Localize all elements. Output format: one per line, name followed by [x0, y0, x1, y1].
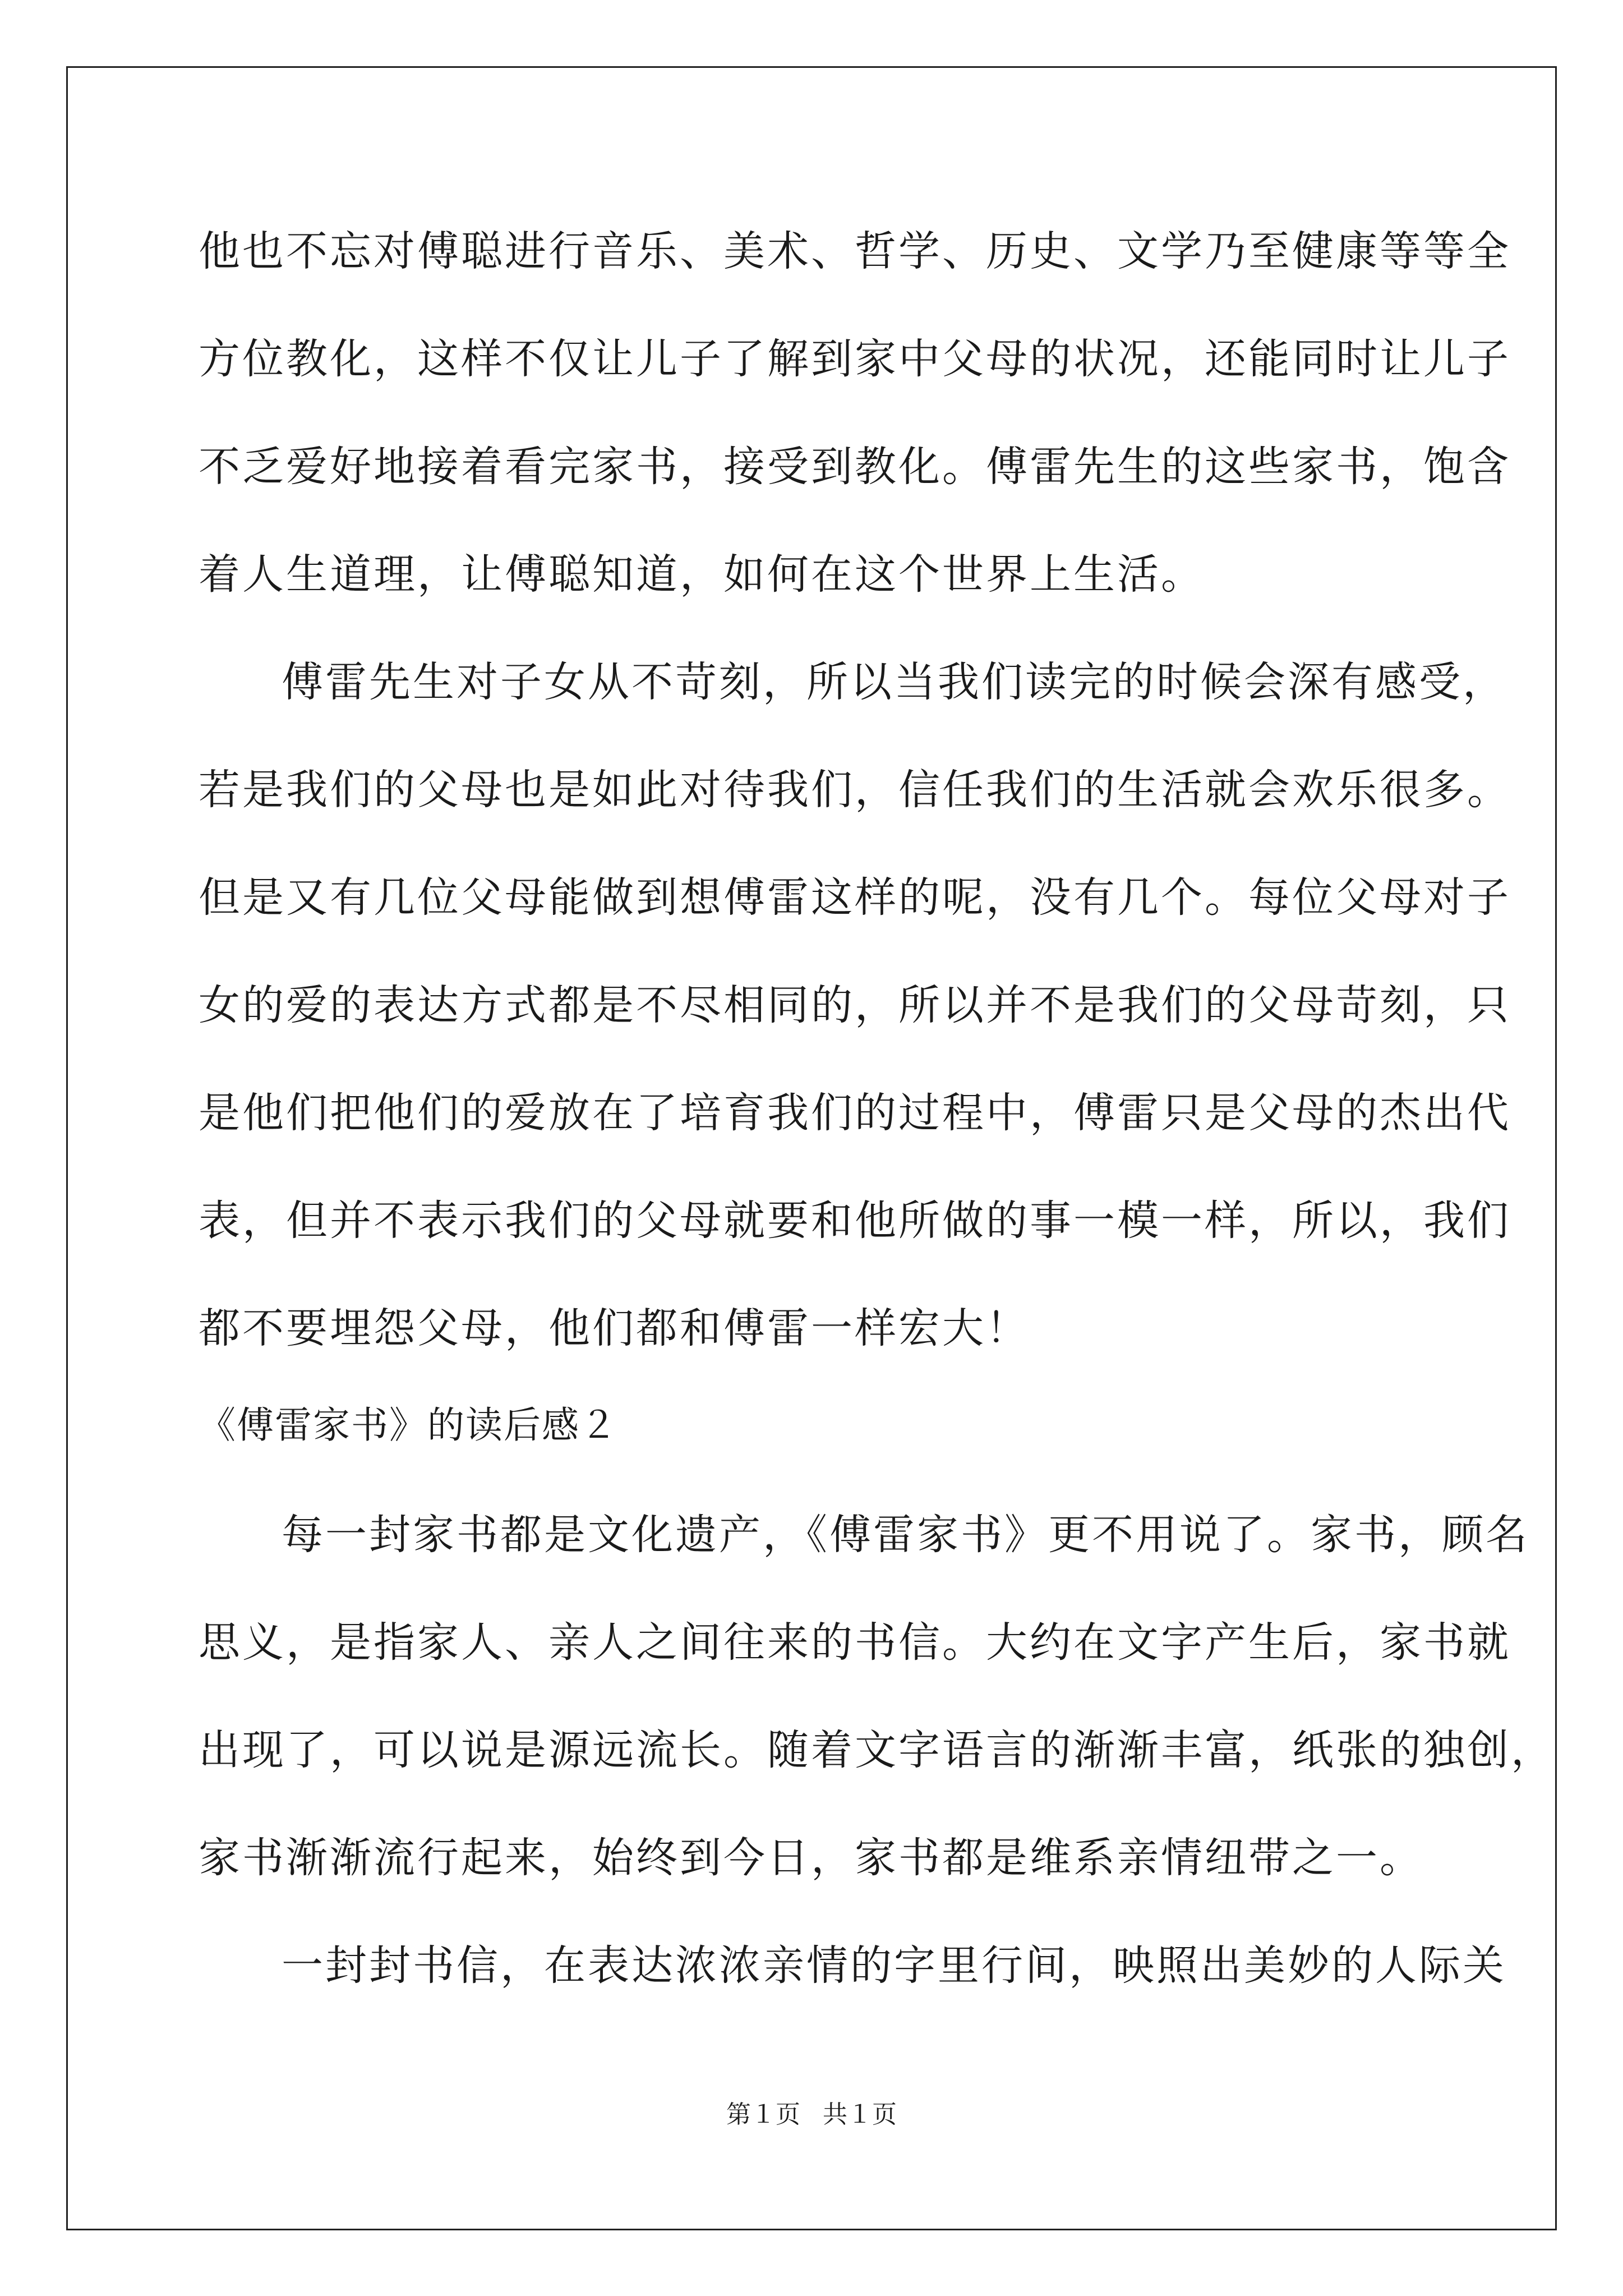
paragraph-line: 出现了，可以说是源远流长。随着文字语言的渐渐丰富，纸张的独创， — [199, 1726, 1555, 1774]
paragraph-line: 着人生道理，让傅聪知道，如何在这个世界上生活。 — [199, 550, 1205, 599]
paragraph-line: 但是又有几位父母能做到想傅雷这样的呢，没有几个。每位父母对子 — [199, 873, 1511, 922]
paragraph-line: 女的爱的表达方式都是不尽相同的，所以并不是我们的父母苛刻，只 — [199, 981, 1511, 1029]
paragraph-line: 都不要埋怨父母，他们都和傅雷一样宏大！ — [199, 1304, 1030, 1352]
page-number: 第１页 — [726, 2100, 800, 2129]
paragraph-line: 不乏爱好地接着看完家书，接受到教化。傅雷先生的这些家书，饱含 — [199, 443, 1511, 491]
paragraph-line: 思义，是指家人、亲人之间往来的书信。大约在文字产生后，家书就 — [199, 1618, 1511, 1667]
paragraph-line: 家书渐渐流行起来，始终到今日，家书都是维系亲情纽带之一。 — [199, 1834, 1423, 1882]
paragraph-line: 每一封家书都是文化遗产，《傅雷家书》更不用说了。家书，顾名 — [282, 1511, 1529, 1559]
paragraph-line: 他也不忘对傅聪进行音乐、美术、哲学、历史、文学乃至健康等等全 — [199, 227, 1511, 275]
page-border — [66, 66, 1557, 2230]
page-footer — [0, 2098, 1623, 2132]
paragraph-line: 若是我们的父母也是如此对待我们，信任我们的生活就会欢乐很多。 — [199, 766, 1511, 814]
paragraph-line: 表，但并不表示我们的父母就要和他所做的事一模一样，所以，我们 — [199, 1197, 1511, 1245]
paragraph-line: 是他们把他们的爱放在了培育我们的过程中，傅雷只是父母的杰出代 — [199, 1089, 1511, 1137]
paragraph-line: 方位教化，这样不仅让儿子了解到家中父母的状况，还能同时让儿子 — [199, 335, 1511, 383]
paragraph-line: 一封封书信，在表达浓浓亲情的字里行间，映照出美妙的人际关 — [282, 1941, 1506, 1990]
page-total: 共１页 — [823, 2100, 897, 2129]
section-heading: 《傅雷家书》的读后感２ — [199, 1404, 618, 1447]
paragraph-line: 傅雷先生对子女从不苛刻，所以当我们读完的时候会深有感受， — [282, 658, 1506, 706]
